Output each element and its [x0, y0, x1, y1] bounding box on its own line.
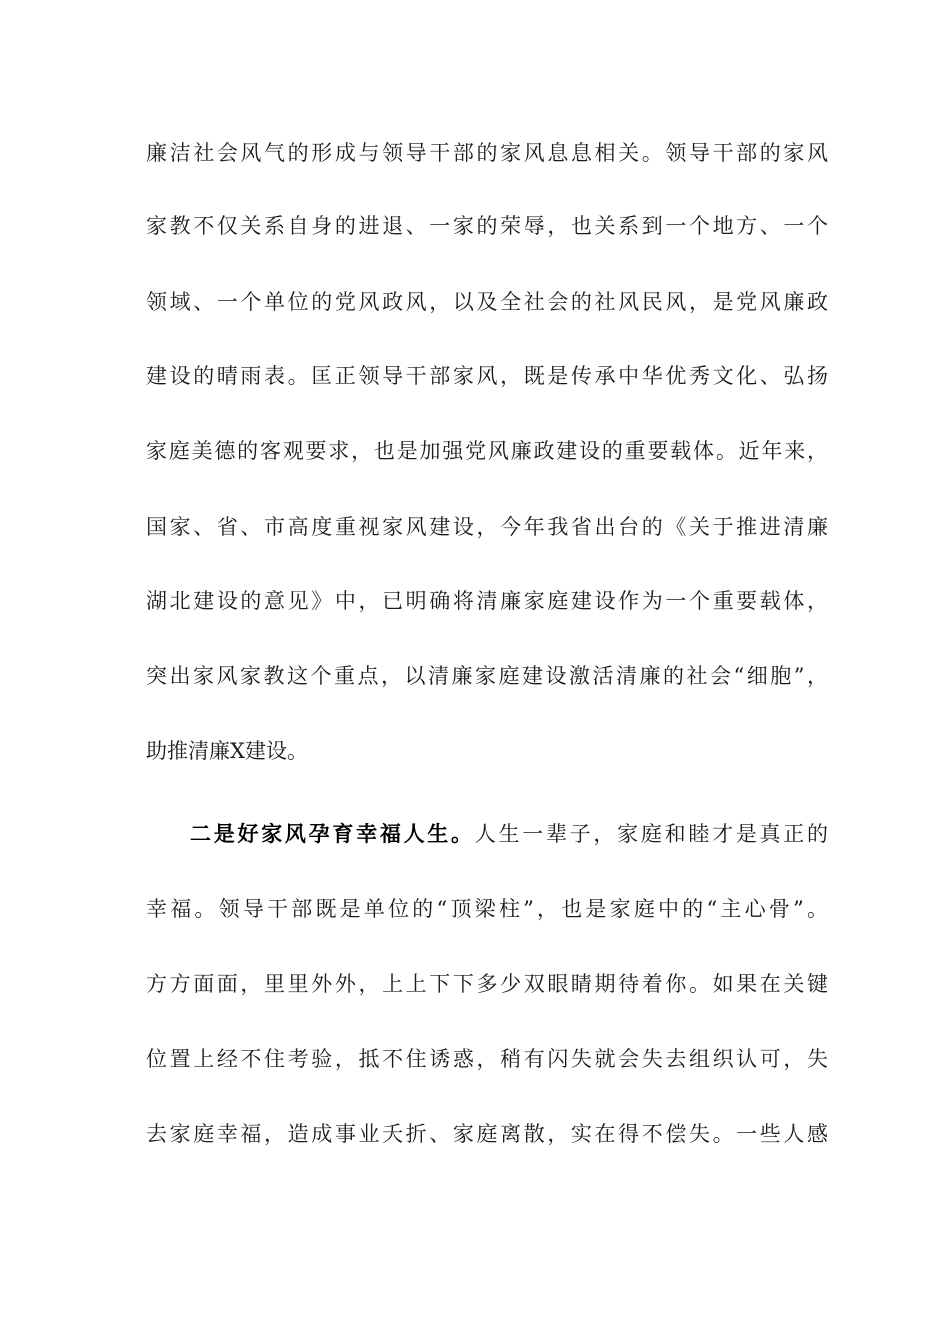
- paragraph-line: 廉洁社会风气的形成与领导干部的家风息息相关。领导干部的家风: [146, 141, 828, 165]
- paragraph-line: 去家庭幸福，造成事业夭折、家庭离散，实在得不偿失。一些人感: [146, 1122, 828, 1146]
- paragraph-line: 助推清廉X建设。: [146, 739, 308, 763]
- paragraph-line: 领域、一个单位的党风政风，以及全社会的社风民风，是党风廉政: [146, 290, 828, 314]
- paragraph-line: 方方面面，里里外外，上上下下多少双眼睛期待着你。如果在关键: [146, 972, 828, 996]
- paragraph-line: 建设的晴雨表。匡正领导干部家风，既是传承中华优秀文化、弘扬: [146, 364, 828, 388]
- paragraph-line: 位置上经不住考验，抵不住诱惑，稍有闪失就会失去组织认可，失: [146, 1047, 828, 1071]
- paragraph-line: 国家、省、市高度重视家风建设，今年我省出台的《关于推进清廉: [146, 515, 828, 539]
- paragraph-line: 家教不仅关系自身的进退、一家的荣辱，也关系到一个地方、一个: [146, 214, 828, 238]
- paragraph-line: 湖北建设的意见》中，已明确将清廉家庭建设作为一个重要载体，: [146, 589, 828, 613]
- paragraph-heading: 二是好家风孕育幸福人生。: [190, 821, 475, 846]
- paragraph-line: 突出家风家教这个重点，以清廉家庭建设激活清廉的社会“细胞”，: [146, 664, 828, 688]
- paragraph-first-line: [190, 814, 828, 854]
- paragraph-line: 幸福。领导干部既是单位的“顶梁柱”，也是家庭中的“主心骨”。: [146, 897, 828, 921]
- paragraph-line: 家庭美德的客观要求，也是加强党风廉政建设的重要载体。近年来，: [146, 439, 828, 463]
- paragraph-line-text: 人生一辈子，家庭和睦才是真正的: [474, 822, 829, 846]
